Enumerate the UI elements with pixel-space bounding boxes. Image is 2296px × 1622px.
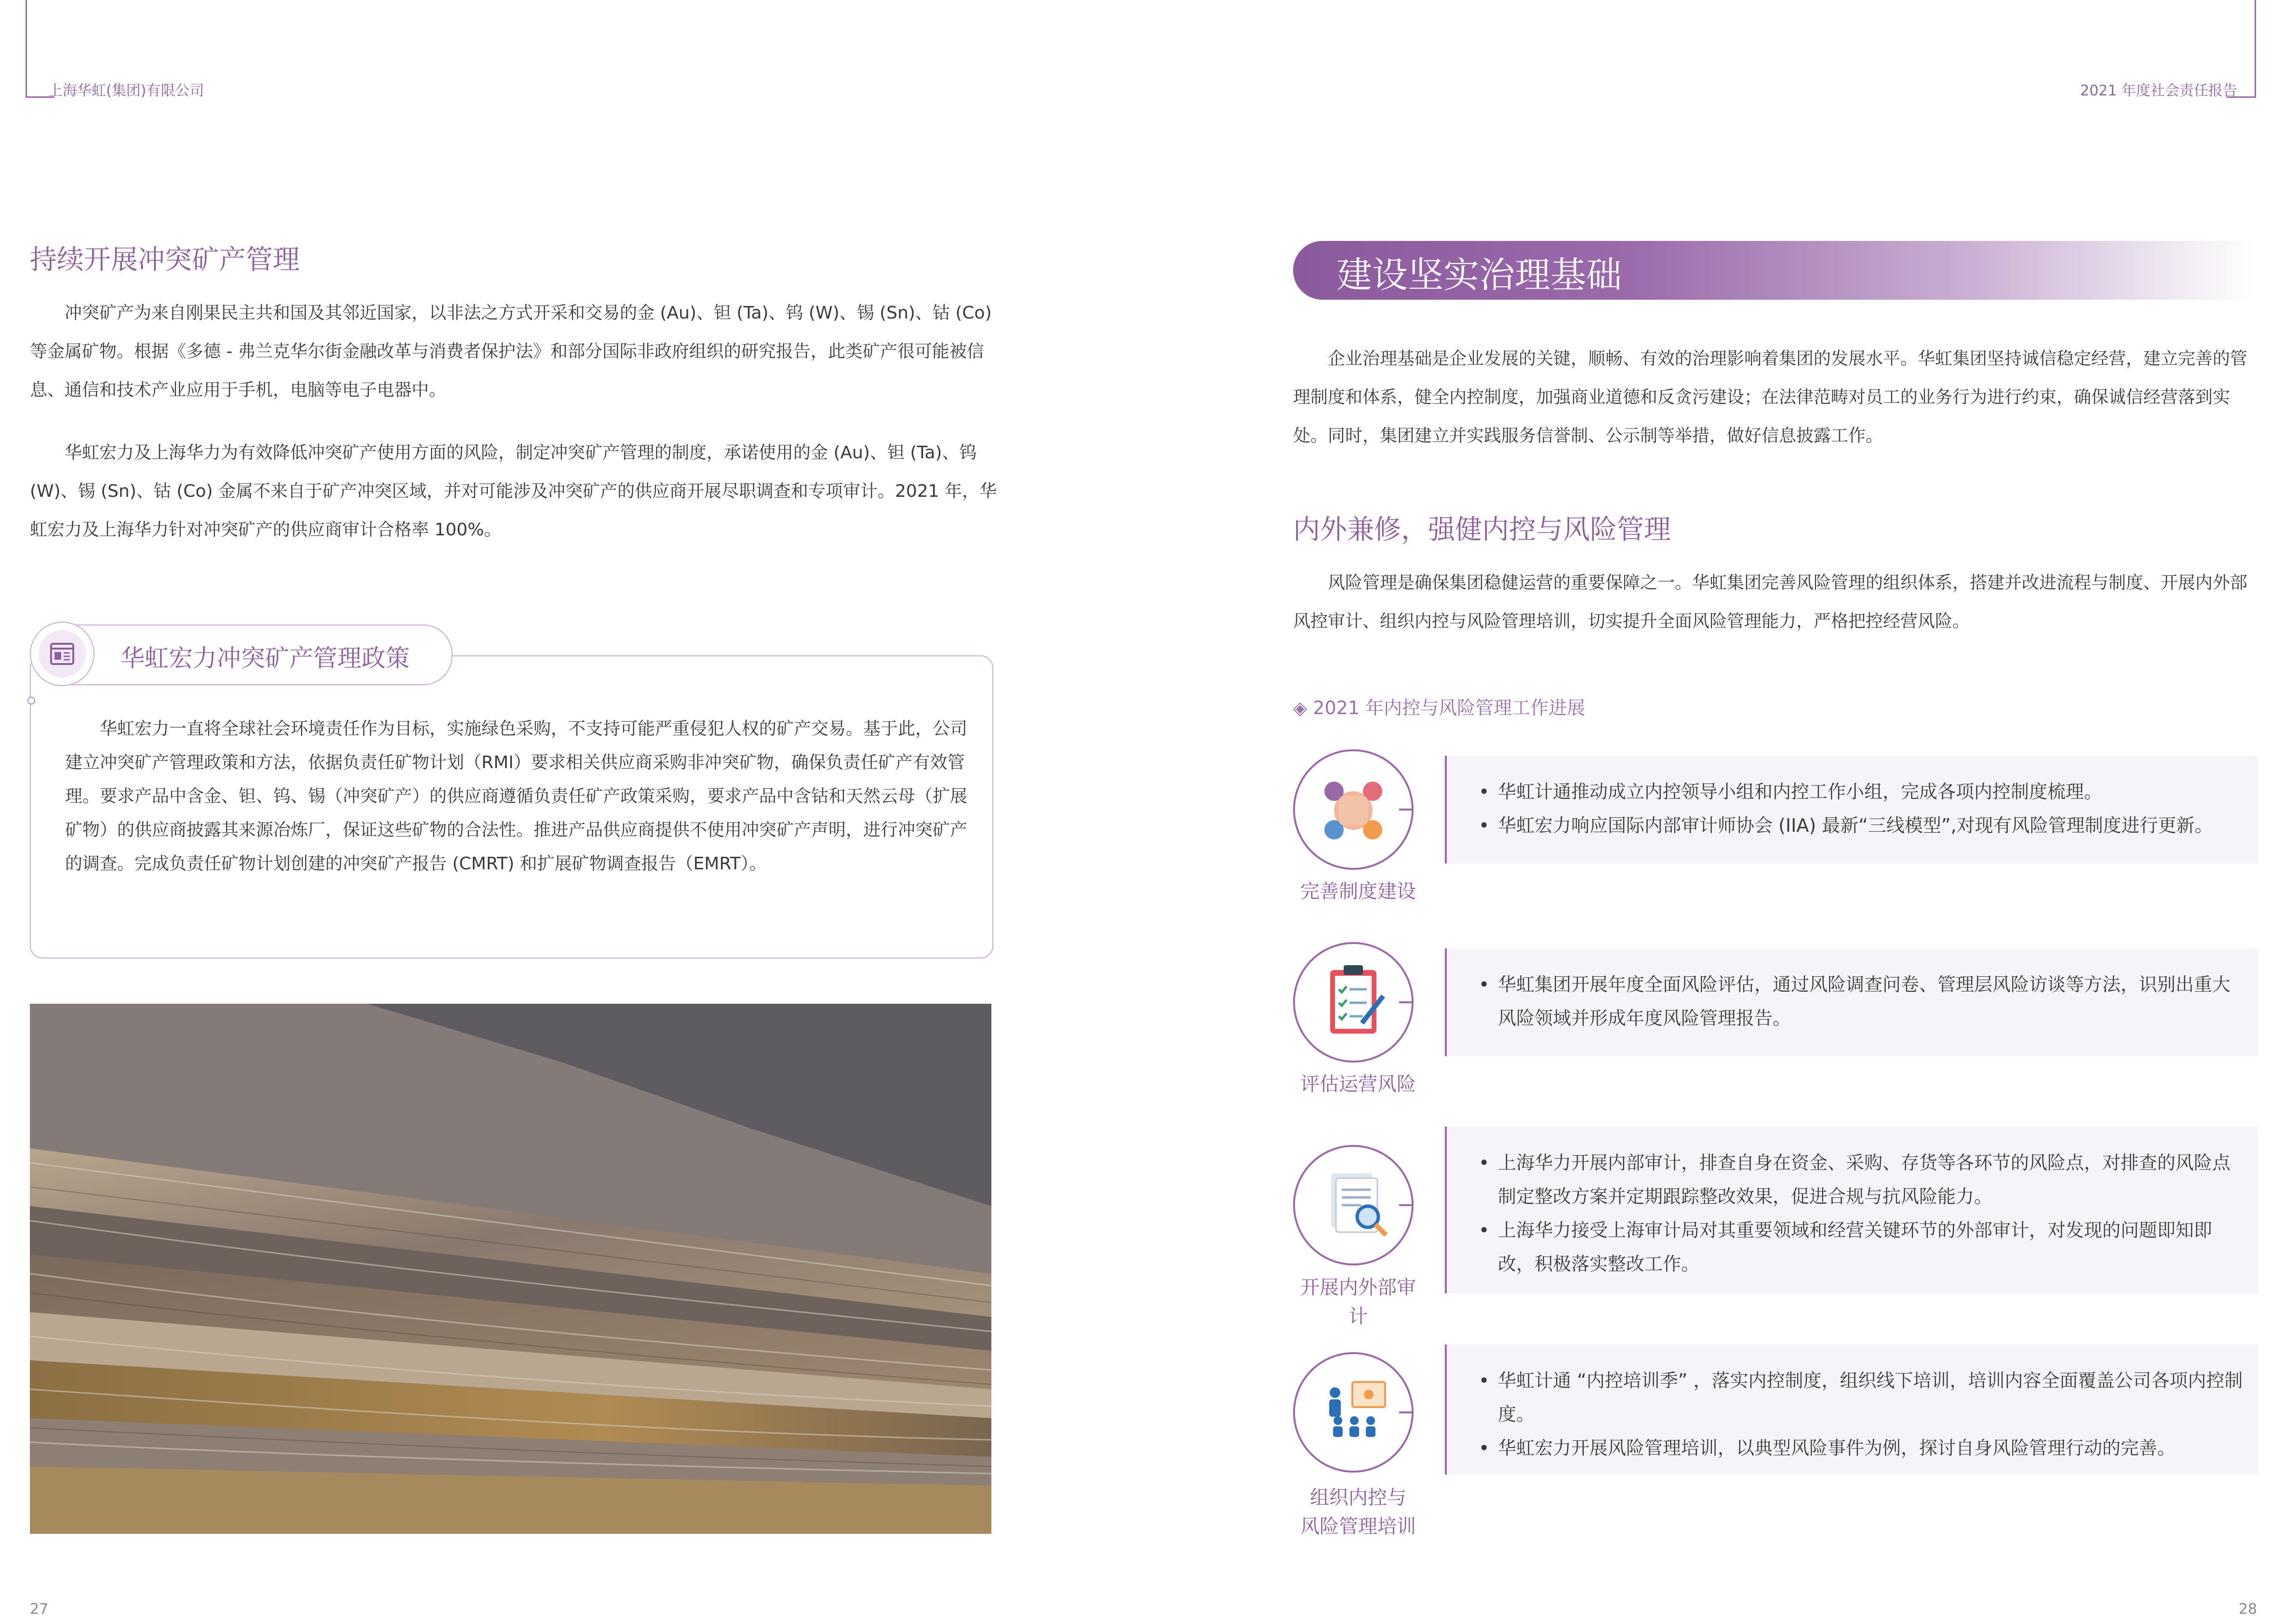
header-right-rule	[2255, 0, 2256, 98]
list-item: • 华虹计通 “内控培训季” ，落实内控制度，组织线下培训，培训内容全面覆盖公司各项内控制度。	[1479, 1364, 2245, 1431]
progress-caption-4	[1293, 1483, 1423, 1541]
progress-subtitle: ◈ 2021 年内控与风险管理工作进展	[1293, 697, 1586, 718]
header-company: 上海华虹(集团)有限公司	[48, 82, 204, 99]
teamwork-hands-icon	[1320, 777, 1387, 844]
paragraph-text: 华虹宏力及上海华力为有效降低冲突矿产使用方面的风险，制定冲突矿产管理的制度，承诺使用的金 (Au)、钽 (Ta)、钨 (W)、锡 (Sn)、钴 (Co) 金属不来自于矿产冲突区域，并对可能涉及冲突矿产的供应商开展尽职调查和专项审计。2021 年，华虹宏力及上海华力针对冲突矿产的供应商审计合格率 100%。	[30, 443, 997, 540]
training-presentation-icon	[1323, 1378, 1391, 1441]
page-number-right: 28	[2239, 1601, 2257, 1618]
risk-management-paragraph	[1293, 564, 2257, 641]
policy-text	[65, 712, 971, 881]
progress-list-4	[1479, 1364, 2245, 1465]
caption-line-1: 组织内控与	[1310, 1487, 1406, 1509]
governance-banner-title: 建设坚实治理基础	[1336, 254, 1622, 296]
conflict-minerals-paragraph-2	[30, 434, 1001, 549]
progress-bar-3	[1445, 1127, 1447, 1293]
page-number-left: 27	[30, 1601, 49, 1618]
progress-list-2	[1479, 968, 2240, 1035]
list-item: • 华虹计通推动成立内控领导小组和内控工作小组，完成各项内控制度梳理。	[1479, 775, 2250, 809]
paragraph-text: 风险管理是确保集团稳健运营的重要保障之一。华虹集团完善风险管理的组织体系，搭建并改进流程与制度、开展内外部风控审计、组织内控与风险管理培训，切实提升全面风险管理能力，严格把控经营风险。	[1293, 573, 2248, 631]
progress-caption-1: 完善制度建设	[1300, 880, 1416, 903]
list-item: • 华虹集团开展年度全面风险评估，通过风险调查问卷、管理层风险访谈等方法，识别出重大风险领域并形成年度风险管理报告。	[1479, 968, 2240, 1035]
governance-intro	[1293, 340, 2257, 455]
list-item: • 上海华力接受上海审计局对其重要领域和经营关键环节的外部审计，对发现的问题即知即改，积极落实整改工作。	[1479, 1213, 2235, 1281]
risk-management-title: 内外兼修，强健内控与风险管理	[1293, 514, 1671, 545]
list-item: • 上海华力开展内部审计，排查自身在资金、采购、存货等各环节的风险点，对排查的风险点制定整改方案并定期跟踪整改效果，促进合规与抗风险能力。	[1479, 1146, 2235, 1213]
progress-caption-3: 开展内外部审计	[1300, 1276, 1416, 1328]
conflict-minerals-title: 持续开展冲突矿产管理	[30, 244, 300, 276]
paragraph-text: 冲突矿产为来自刚果民主共和国及其邻近国家，以非法之方式开采和交易的金 (Au)、钽 (Ta)、钨 (W)、锡 (Sn)、钴 (Co) 等金属矿物。根据《多德 - 弗兰克华尔街金融改革与消费者保护法》和部分国际非政府组织的研究报告，此类矿产很可能被信息、通信和技术产业应用于手机，电脑等电子电器中。	[30, 303, 992, 400]
progress-list-1	[1479, 775, 2250, 842]
open-pit-mine-photo	[30, 1004, 991, 1534]
progress-bar-4	[1445, 1344, 1447, 1475]
policy-title: 华虹宏力冲突矿产管理政策	[120, 644, 410, 672]
paragraph-text: 企业治理基础是企业发展的关键，顺畅、有效的治理影响着集团的发展水平。华虹集团坚持诚信稳定经营，建立完善的管理制度和体系，健全内控制度，加强商业道德和反贪污建设；在法律范畴对员工的业务行为进行约束，确保诚信经营落到实处。同时，集团建立并实践服务信誉制、公示制等举措，做好信息披露工作。	[1293, 349, 2248, 446]
document-magnifier-icon	[1324, 1169, 1392, 1241]
policy-paragraph: 华虹宏力一直将全球社会环境责任作为目标，实施绿色采购，不支持可能严重侵犯人权的矿产交易。基于此，公司建立冲突矿产管理政策和方法，依据负责任矿物计划（RMI）要求相关供应商采购非冲突矿物，确保负责任矿产有效管理。要求产品中含金、钽、钨、锡（冲突矿产）的供应商遵循负责任矿产政策采购，要求产品中含钴和天然云母（扩展矿物）的供应商披露其来源冶炼厂，保证这些矿物的合法性。推进产品供应商提供不使用冲突矿产声明，进行冲突矿产的调查。完成负责任矿物计划创建的冲突矿产报告 (CMRT) 和扩展矿物调查报告（EMRT）。	[65, 719, 968, 874]
webpage-icon	[50, 641, 75, 666]
progress-list-3	[1479, 1146, 2235, 1281]
header-left-rule	[26, 0, 27, 98]
progress-bar-2	[1445, 948, 1447, 1056]
progress-bar-1	[1445, 756, 1447, 864]
clipboard-checklist-icon	[1324, 961, 1387, 1038]
policy-connector-dot	[27, 697, 35, 705]
conflict-minerals-paragraph-1	[30, 294, 1001, 410]
header-report-title: 2021 年度社会责任报告	[2080, 82, 2237, 99]
list-item: • 华虹宏力开展风险管理培训，以典型风险事件为例，探讨自身风险管理行动的完善。	[1479, 1431, 2245, 1465]
caption-line-2: 风险管理培训	[1300, 1516, 1416, 1538]
list-item: • 华虹宏力响应国际内部审计师协会 (IIA) 最新“三线模型”,对现有风险管理制度进行更新。	[1479, 809, 2250, 842]
progress-caption-2: 评估运营风险	[1300, 1073, 1416, 1095]
